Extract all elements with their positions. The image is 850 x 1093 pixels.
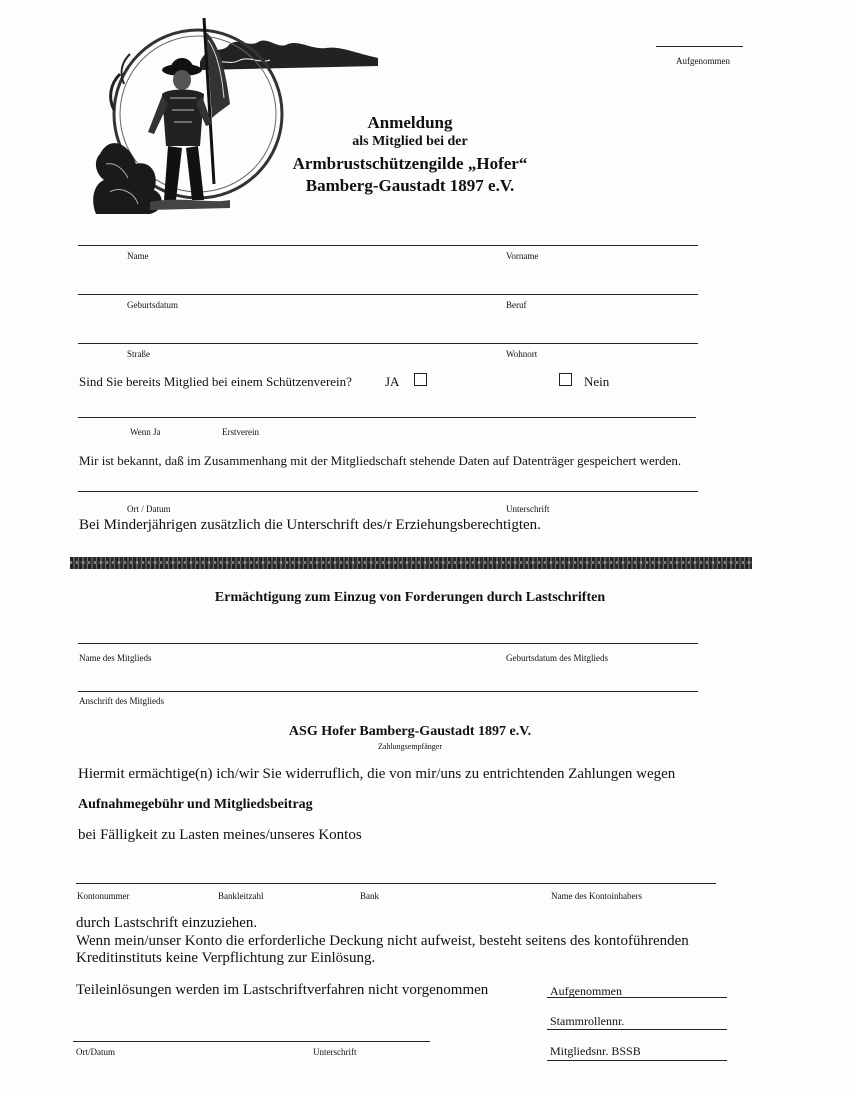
club-location: Bamberg-Gaustadt 1897 e.V. [305,176,515,195]
payee-name: ASG Hofer Bamberg-Gaustadt 1897 e.V. [288,724,532,739]
club-name: Armbrustschützengilde „Hofer“ [292,154,528,173]
strasse-label: Straße [127,349,150,359]
collect-text: durch Lastschrift einzuziehen. [76,915,258,931]
member-birthdate-label: Geburtsdatum des Mitglieds [506,653,608,663]
name-label: Name [127,251,149,261]
fees-text: Aufnahmegebühr und Mitgliedsbeitrag [78,797,313,812]
aufgenommen-label: Aufgenommen [676,56,730,66]
office-aufgenommen-line[interactable] [547,997,727,998]
section-divider [70,557,752,569]
membership-no-label: Nein [584,374,610,389]
office-aufgenommen: Aufgenommen [550,984,622,998]
erstverein-line[interactable] [78,417,696,418]
aufgenommen-line [656,46,743,47]
partial-payment-text: Teileinlösungen werden im Lastschriftverfahren nicht vorgenommen [76,982,489,998]
geburtsdatum-label: Geburtsdatum [127,300,178,310]
member-address-label: Anschrift des Mitglieds [79,696,164,706]
membership-yes-label: JA [385,374,400,389]
coverage-text-1: Wenn mein/unser Konto die erforderliche Deckung nicht aufweist, besteht seitens des kontoführenden [76,933,689,949]
signature-line-1[interactable] [78,491,698,492]
bank-details-line[interactable] [76,883,716,884]
membership-no-checkbox[interactable] [559,373,572,386]
ort-datum-label-1: Ort / Datum [127,504,171,514]
wenn-ja-label: Wenn Ja [130,427,161,437]
form-subtitle: als Mitglied bei der [352,134,468,149]
bankleitzahl-label: Bankleitzahl [218,891,264,901]
coverage-text-2: Kreditinstituts keine Verpflichtung zur Einlösung. [76,950,376,966]
membership-yes-checkbox[interactable] [414,373,427,386]
form-title: Anmeldung [367,113,453,132]
member-name-line[interactable] [78,643,698,644]
unterschrift-label-2: Unterschrift [313,1047,357,1057]
name-line[interactable] [78,245,698,246]
strasse-line[interactable] [78,343,698,344]
minor-signature-note: Bei Minderjährigen zusätzlich die Unterschrift des/r Erziehungsberechtigten. [79,517,541,533]
kontonummer-label: Kontonummer [77,891,130,901]
office-mitgliedsnr-line[interactable] [547,1060,727,1061]
signature-line-2[interactable] [73,1041,430,1042]
beruf-label: Beruf [506,300,527,310]
kontoinhaber-label: Name des Kontoinhabers [551,891,642,901]
ort-datum-label-2: Ort/Datum [76,1047,115,1057]
membership-question: Sind Sie bereits Mitglied bei einem Schützenverein? [79,374,352,389]
office-stammrollennr-line[interactable] [547,1029,727,1030]
due-text: bei Fälligkeit zu Lasten meines/unseres Kontos [78,827,362,843]
geburtsdatum-line[interactable] [78,294,698,295]
wohnort-label: Wohnort [506,349,538,359]
member-address-line[interactable] [78,691,698,692]
authorize-text: Hiermit ermächtige(n) ich/wir Sie widerruflich, die von mir/uns zu entrichtenden Zahlungen wegen [78,766,676,782]
data-storage-notice: Mir ist bekannt, daß im Zusammenhang mit der Mitgliedschaft stehende Daten auf Datenträger gespeichert werden. [79,453,682,468]
vorname-label: Vorname [506,251,539,261]
erstverein-label: Erstverein [222,427,259,437]
unterschrift-label-1: Unterschrift [506,504,550,514]
payee-label: Zahlungsempfänger [378,742,442,751]
debit-title: Ermächtigung zum Einzug von Forderungen durch Lastschriften [214,590,606,605]
office-stammrollennr: Stammrollennr. [550,1014,625,1028]
bank-label: Bank [360,891,379,901]
office-mitgliedsnr: Mitgliedsnr. BSSB [550,1044,641,1058]
member-name-label: Name des Mitglieds [79,653,152,663]
